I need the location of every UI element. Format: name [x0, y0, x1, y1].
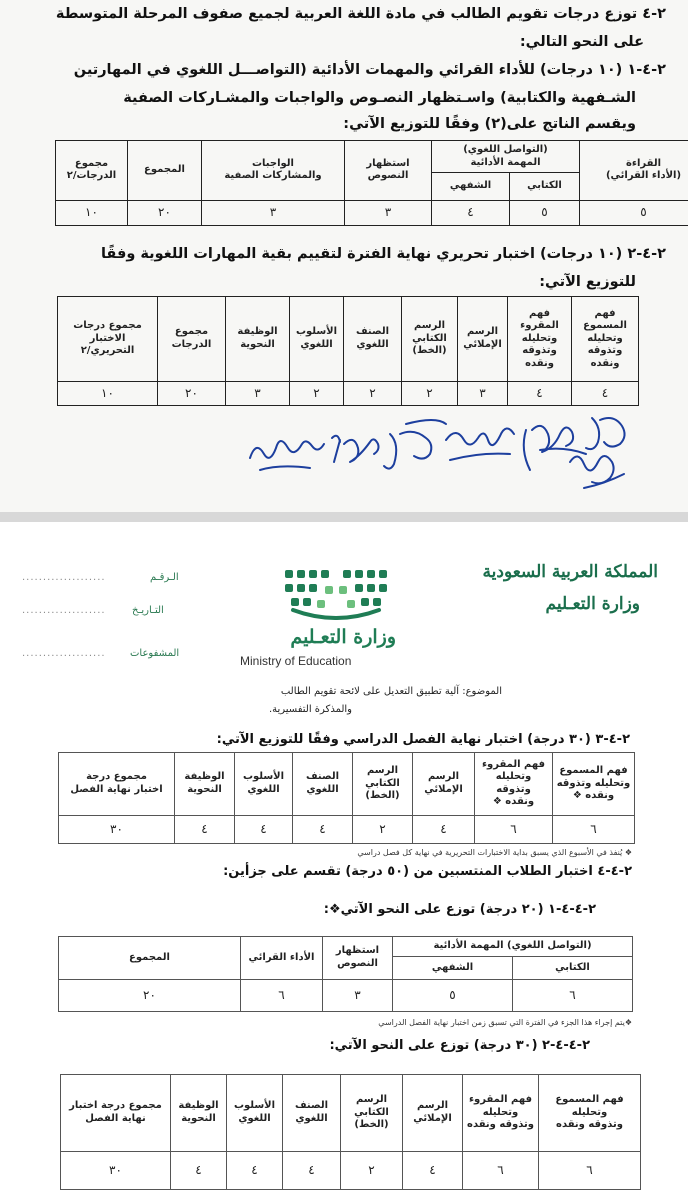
header-reading-comprehension: فهم المقروء وتحليله وتذوقه ونقده ❖ — [475, 753, 553, 816]
table-cell: ٣٠ — [61, 1151, 171, 1189]
header-oral: الشفهي — [393, 957, 513, 979]
table-affiliated-part2 — [60, 1074, 641, 1190]
header-linguistic-style: الأسلوب اللغوي — [227, 1075, 283, 1152]
section-2-4-1-line1: ٢-٤-١ (١٠ درجات) للأداء القرائي والمهمات الأدائية (التواصـــل اللغوي في المهارتين — [73, 62, 666, 78]
table-cell: ٣ — [458, 381, 508, 405]
header-written: الكتابي — [513, 957, 633, 979]
table-cell: ٥ — [393, 979, 513, 1011]
table-cell: ٤ — [235, 815, 293, 843]
section-2-4-2-line2: للتوزيع الآتي: — [539, 274, 636, 290]
date-dots: .................... — [22, 605, 106, 616]
header-memorization: استظهار النصوص — [323, 937, 393, 980]
table-periodic-performance — [55, 140, 688, 226]
table-cell: ٤ — [283, 1151, 341, 1189]
header-spelling: الرسم الإملائي — [413, 753, 475, 816]
table-cell: ٢ — [290, 381, 344, 405]
header-performance-task: (التواصل اللغوي) المهمة الأدائية — [432, 141, 580, 173]
table-cell: ٦ — [241, 979, 323, 1011]
table-cell: ٦ — [463, 1151, 539, 1189]
table-cell: ٥ — [510, 200, 580, 225]
table-cell: ١٠ — [58, 381, 158, 405]
header-handwriting: الرسم الكتابي (الخط) — [402, 297, 458, 382]
table-cell: ٤ — [508, 381, 572, 405]
table-cell: ٤ — [572, 381, 639, 405]
number-label: الـرقـم — [150, 572, 179, 583]
attachments-label: المشفوعات — [130, 648, 180, 659]
page-separator — [0, 512, 688, 522]
table-cell: ٥ — [580, 200, 688, 225]
table-cell: ٤ — [432, 200, 510, 225]
table-cell: ٤ — [175, 815, 235, 843]
header-handwriting: الرسم الكتابي (الخط) — [353, 753, 413, 816]
subject-line2: والمذكرة التفسيرية. — [268, 704, 352, 715]
table-cell: ٤ — [403, 1151, 463, 1189]
number-dots: .................... — [22, 572, 106, 583]
header-grammar: الوظيفة النحوية — [175, 753, 235, 816]
table-cell: ٤ — [293, 815, 353, 843]
date-label: التـاريـخ — [132, 605, 164, 616]
header-spelling: الرسم الإملائي — [458, 297, 508, 382]
table-periodic-written-test — [57, 296, 639, 406]
table-cell: ٤ — [227, 1151, 283, 1189]
table-affiliated-part1 — [58, 936, 633, 1012]
table-cell: ٦ — [475, 815, 553, 843]
table-cell: ٢ — [344, 381, 402, 405]
section-2-4-3-title: ٢-٤-٣ (٣٠ درجة) اختبار نهاية الفصل الدراسي وفقًا للتوزيع الآتي: — [216, 732, 630, 747]
subject-line1: الموضوع: آلية تطبيق التعديل على لائحة تقويم الطالب — [280, 686, 502, 697]
table-cell: ٢ — [353, 815, 413, 843]
section-2-4-4-1-title: ٢-٤-٤-١ (٢٠ درجة) توزع على النحو الآتي❖: — [323, 902, 596, 917]
section-2-4-1-line2: الشـفهية والكتابية) واسـتظهار النصـوص والواجبات والمشـاركات الصفية — [123, 90, 636, 106]
header-linguistic-type: الصنف اللغوي — [344, 297, 402, 382]
header-semester-total: مجموع درجة اختبار نهاية الفصل — [59, 753, 175, 816]
header-total: المجموع — [128, 141, 202, 201]
section-2-4-line2: على النحو التالي: — [519, 34, 644, 50]
table-cell: ٢٠ — [128, 200, 202, 225]
header-listening: فهم المسموع وتحليله وتذوقه ونقده — [539, 1075, 641, 1152]
table-cell: ٢ — [402, 381, 458, 405]
header-listening: فهم المسموع وتحليله وتذوقه ونقده — [572, 297, 639, 382]
header-listening: فهم المسموع وتحليله وتذوقه ونقده ❖ — [553, 753, 635, 816]
header-reading: القراءة (الأداء القرائي) — [580, 141, 688, 201]
section-2-4-1-line3: ويقسم الناتج على(٢) وفقًا للتوزيع الآتي: — [343, 116, 636, 132]
header-handwriting: الرسم الكتابي (الخط) — [341, 1075, 403, 1152]
table-cell: ٦ — [539, 1151, 641, 1189]
attachments-dots: .................... — [22, 648, 106, 659]
header-grand-total: مجموع الدرجات/٢ — [56, 141, 128, 201]
header-semester-total: مجموع درجة اختبار نهاية الفصل — [61, 1075, 171, 1152]
header-spelling: الرسم الإملائي — [403, 1075, 463, 1152]
header-grammar: الوظيفة النحوية — [226, 297, 290, 382]
table-cell: ٢٠ — [158, 381, 226, 405]
section-2-4-2-line1: ٢-٤-٢ (١٠ درجات) اختبار تحريري نهاية الفترة لتقييم بقية المهارات اللغوية وفقًا — [100, 246, 666, 262]
header-written: الكتابي — [510, 173, 580, 201]
header-homework: الواجبات والمشاركات الصفية — [202, 141, 345, 201]
kingdom-name: المملكة العربية السعودية — [482, 562, 658, 582]
logo-arabic-text: وزارة التعـليم — [290, 626, 396, 648]
section-2-4-4-2-title: ٢-٤-٤-٢ (٣٠ درجة) توزع على النحو الآتي: — [329, 1038, 590, 1053]
header-reading-comprehension: فهم المقروء وتحليله وتذوقه ونقده — [463, 1075, 539, 1152]
header-linguistic-type: الصنف اللغوي — [293, 753, 353, 816]
header-reading-performance: الأداء القرائي — [241, 937, 323, 980]
header-memorization: استظهار النصوص — [345, 141, 432, 201]
section-2-4-4-title: ٢-٤-٤ اختبار الطلاب المنتسبين من (٥٠ درجة) تقسم على جزأين: — [223, 864, 632, 879]
table-cell: ٣ — [202, 200, 345, 225]
footnote-semester: ❖ يُنفذ في الأسبوع الذي يسبق بداية الاختبارات التحريرية في نهاية كل فصل دراسي — [357, 848, 632, 857]
table-cell: ٤ — [171, 1151, 227, 1189]
handwritten-signatures — [240, 404, 660, 504]
header-oral: الشفهي — [432, 173, 510, 201]
logo-dots-icon — [281, 564, 391, 620]
section-2-4-line1: ٢-٤ توزع درجات تقويم الطالب في مادة اللغة العربية لجميع صفوف المرحلة المتوسطة — [55, 6, 666, 22]
table-cell: ٤ — [413, 815, 475, 843]
table-cell: ٣٠ — [59, 815, 175, 843]
header-linguistic-style: الأسلوب اللغوي — [290, 297, 344, 382]
table-cell: ٦ — [513, 979, 633, 1011]
header-total: المجموع — [59, 937, 241, 980]
header-linguistic-type: الصنف اللغوي — [283, 1075, 341, 1152]
header-grammar: الوظيفة النحوية — [171, 1075, 227, 1152]
table-cell: ٢٠ — [59, 979, 241, 1011]
footnote-affiliated: ❖يتم إجراء هذا الجزء في الفترة التي تسبق زمن اختبار نهاية الفصل الدراسي — [378, 1018, 632, 1027]
logo-english-text: Ministry of Education — [240, 654, 352, 668]
table-cell: ١٠ — [56, 200, 128, 225]
header-reading-comprehension: فهم المقروء وتحليله وتذوقه ونقده — [508, 297, 572, 382]
table-cell: ٣ — [323, 979, 393, 1011]
header-linguistic-style: الأسلوب اللغوي — [235, 753, 293, 816]
header-total-grades: مجموع الدرجات — [158, 297, 226, 382]
ministry-logo — [226, 562, 416, 672]
header-performance-task: (التواصل اللغوي) المهمة الأدائية — [393, 937, 633, 957]
header-written-test-total: مجموع درجات الاختبار التحريري/٢ — [58, 297, 158, 382]
table-cell: ٦ — [553, 815, 635, 843]
table-cell: ٣ — [226, 381, 290, 405]
table-semester-exam — [58, 752, 635, 844]
table-cell: ٣ — [345, 200, 432, 225]
table-cell: ٢ — [341, 1151, 403, 1189]
ministry-name: وزارة التعـليم — [545, 594, 640, 614]
page-one — [0, 0, 688, 512]
page-two — [0, 522, 688, 1200]
